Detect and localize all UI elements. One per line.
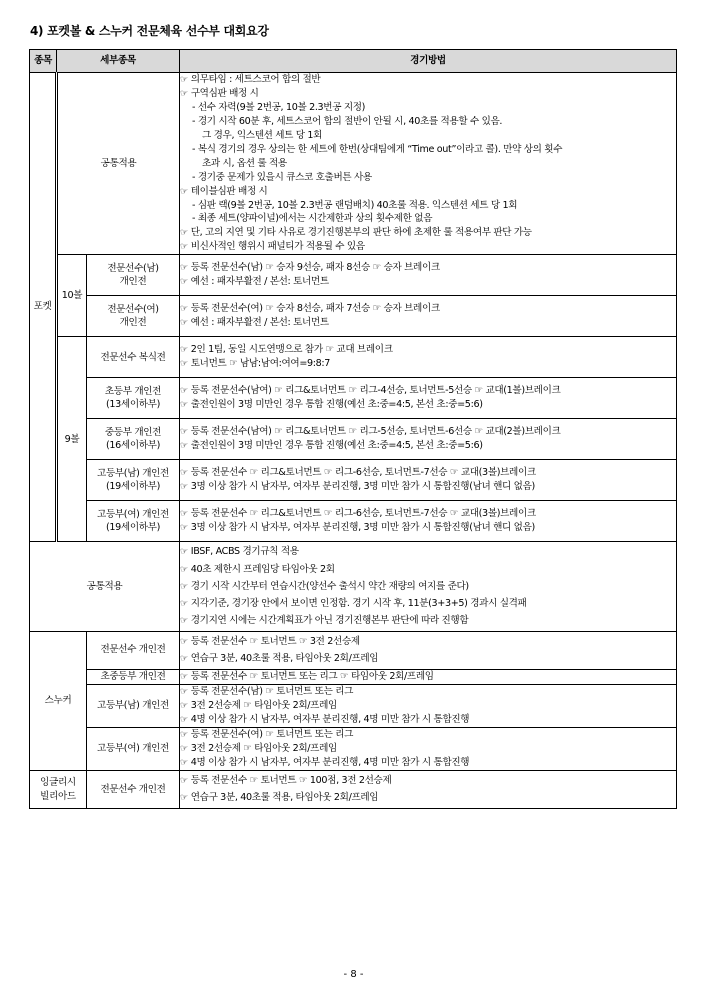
method-text: 그 경우, 익스텐션 세트 당 1회 bbox=[202, 129, 323, 141]
method-text: - 심판 랙(9볼 2번공, 10볼 2.3번공 랜덤배치) 40초룰 적용. 익스텐션 세트 당 1회 bbox=[192, 199, 518, 211]
table-row bbox=[30, 684, 677, 727]
sub-event-label: 고등부(남) 개인전 bbox=[97, 467, 169, 479]
method-text: 등록 전문선수 ☞ 토너먼트 ☞ 100점, 3전 2선승제 bbox=[190, 775, 392, 787]
pointing-hand-icon: ☞ bbox=[180, 427, 188, 438]
event-label: 잉글리시 bbox=[40, 776, 76, 788]
sub-event-cell bbox=[87, 337, 180, 378]
method-line bbox=[180, 87, 676, 101]
pointing-hand-icon: ☞ bbox=[180, 714, 188, 725]
method-text: 등록 전문선수(남여) ☞ 리그&토너먼트 ☞ 리그-5선승, 토너먼트-6선승 ☞ 교대(2볼)브레이크 bbox=[190, 426, 561, 438]
method-text: 예선 : 패자부활전 / 본선: 토너먼트 bbox=[190, 317, 329, 329]
method-cell bbox=[180, 419, 677, 460]
sub-event-label: (16세이하부) bbox=[106, 440, 160, 452]
sub-event-cell bbox=[87, 419, 180, 460]
header-sub-event: 세부종목 bbox=[57, 50, 180, 73]
method-cell bbox=[180, 542, 677, 631]
method-text: 2인 1팀, 동일 시도연맹으로 참가 ☞ 교대 브레이크 bbox=[190, 344, 393, 356]
table-row bbox=[30, 73, 677, 255]
method-line bbox=[180, 115, 676, 129]
sub-event-cell bbox=[87, 631, 180, 669]
method-text: 토너먼트 ☞ 남남:남여:여여=9:8:7 bbox=[190, 358, 331, 370]
method-text: 등록 전문선수(여) ☞ 토너먼트 또는 리그 bbox=[190, 729, 354, 740]
method-text: 3명 이상 참가 시 남자부, 여자부 분리진행, 3명 미만 참가 시 통합진행(남녀 핸디 없음) bbox=[190, 522, 535, 534]
group-9-ball: 9볼 bbox=[57, 337, 87, 542]
pointing-hand-icon: ☞ bbox=[180, 482, 188, 493]
section-title: 4) 포켓볼 & 스누커 전문체육 선수부 대회요강 bbox=[30, 24, 269, 38]
method-line bbox=[180, 614, 676, 628]
method-text: 경기지연 시에는 시간계획표가 아닌 경기진행본부 판단에 따라 진행함 bbox=[190, 614, 469, 626]
sub-event-cell bbox=[87, 378, 180, 419]
method-text: 출전인원이 3명 미만인 경우 통합 진행(예선 초:중=4:5, 본선 초:중=5:6) bbox=[190, 440, 483, 452]
method-line bbox=[180, 275, 676, 289]
sub-event-label: 고등부(여) 개인전 bbox=[97, 508, 169, 520]
method-line bbox=[180, 699, 676, 713]
sub-event-cell bbox=[87, 296, 180, 337]
sub-event-label: 고등부(여) 개인전 bbox=[97, 743, 169, 755]
table-row bbox=[30, 255, 677, 296]
pointing-hand-icon: ☞ bbox=[180, 776, 188, 787]
pointing-hand-icon: ☞ bbox=[180, 242, 188, 253]
sub-event-cell: 공통적용 bbox=[57, 73, 180, 255]
pointing-hand-icon: ☞ bbox=[180, 277, 188, 288]
header-event: 종목 bbox=[30, 50, 57, 73]
pointing-hand-icon: ☞ bbox=[180, 509, 188, 520]
method-cell bbox=[180, 771, 677, 809]
method-line bbox=[180, 563, 676, 577]
event-english-billiards bbox=[30, 771, 87, 809]
table-row bbox=[30, 669, 677, 684]
table-row bbox=[30, 728, 677, 771]
method-text: 경기 시작 시간부터 연습시간(양선수 출석시 약간 재량의 여지를 준다) bbox=[190, 580, 469, 592]
table-row bbox=[30, 378, 677, 419]
method-text: 등록 전문선수 ☞ 토너먼트 또는 리그 ☞ 타임아웃 2회/프레임 bbox=[190, 670, 434, 682]
table-row bbox=[30, 771, 677, 809]
event-snooker: 스누커 bbox=[30, 631, 87, 770]
method-line bbox=[180, 774, 676, 788]
method-text: 예선 : 패자부활전 / 본선: 토너먼트 bbox=[190, 276, 329, 288]
method-line bbox=[180, 652, 676, 666]
sub-event-cell bbox=[87, 684, 180, 727]
method-text: 구역심판 배정 시 bbox=[190, 88, 259, 100]
header-method: 경기방법 bbox=[180, 50, 677, 73]
pointing-hand-icon: ☞ bbox=[180, 345, 188, 356]
pointing-hand-icon: ☞ bbox=[180, 318, 188, 329]
method-text: 연습구 3분, 40초룰 적용, 타임아웃 2회/프레임 bbox=[190, 652, 379, 664]
pointing-hand-icon: ☞ bbox=[180, 598, 188, 609]
method-line bbox=[180, 199, 676, 213]
method-text: 3명 이상 참가 시 남자부, 여자부 분리진행, 3명 미만 참가 시 통합진행(남녀 핸디 없음) bbox=[190, 481, 535, 493]
pointing-hand-icon: ☞ bbox=[180, 263, 188, 274]
method-line bbox=[180, 240, 676, 254]
method-text: 등록 전문선수(남) ☞ 승자 9선승, 패자 8선승 ☞ 승자 브레이크 bbox=[190, 262, 440, 274]
sub-event-label: (19세이하부) bbox=[106, 522, 160, 534]
pointing-hand-icon: ☞ bbox=[180, 700, 188, 711]
method-text: 등록 전문선수 ☞ 리그&토너먼트 ☞ 리그-6선승, 토너먼트-7선승 ☞ 교대(3볼)브레이크 bbox=[190, 508, 536, 520]
method-line bbox=[180, 261, 676, 275]
sub-event-label: 중등부 개인전 bbox=[104, 426, 162, 438]
method-text: - 경기 시작 60분 후, 세트스코어 합의 절반이 안될 시, 40초를 적용할 수 있음. bbox=[192, 116, 503, 127]
method-line bbox=[180, 316, 676, 330]
method-cell bbox=[180, 378, 677, 419]
pointing-hand-icon: ☞ bbox=[180, 547, 188, 558]
method-cell bbox=[180, 669, 677, 684]
sub-event-label: 초등부 개인전 bbox=[104, 385, 162, 397]
pointing-hand-icon: ☞ bbox=[180, 744, 188, 755]
method-line bbox=[180, 521, 676, 535]
pointing-hand-icon: ☞ bbox=[180, 228, 188, 239]
competition-rules-table bbox=[29, 49, 677, 809]
sub-event-label: 개인전 bbox=[119, 276, 147, 288]
method-line bbox=[180, 480, 676, 494]
method-line bbox=[180, 357, 676, 371]
method-line bbox=[180, 635, 676, 649]
pointing-hand-icon: ☞ bbox=[180, 581, 188, 592]
method-text: 4명 이상 참가 시 남자부, 여자부 분리진행, 4명 미만 참가 시 통합진행 bbox=[190, 757, 470, 769]
method-line bbox=[180, 171, 676, 185]
sub-event-label: (19세이하부) bbox=[106, 481, 160, 493]
pointing-hand-icon: ☞ bbox=[180, 730, 188, 740]
pointing-hand-icon: ☞ bbox=[180, 653, 188, 664]
table-row bbox=[30, 296, 677, 337]
pointing-hand-icon: ☞ bbox=[180, 686, 188, 697]
sub-event-label: (13세이하부) bbox=[106, 399, 160, 411]
method-line bbox=[180, 580, 676, 594]
method-text: 4명 이상 참가 시 남자부, 여자부 분리진행, 4명 미만 참가 시 통합진행 bbox=[190, 713, 470, 725]
table-header-row bbox=[30, 50, 677, 73]
pointing-hand-icon: ☞ bbox=[180, 671, 188, 682]
sub-event-label: 전문선수 개인전 bbox=[100, 783, 166, 795]
method-text: - 최종 세트(양파이널)에서는 시간제한과 상의 횟수제한 없음 bbox=[192, 213, 433, 225]
method-line bbox=[180, 791, 676, 805]
sub-event-label: 고등부(남) 개인전 bbox=[97, 699, 169, 711]
method-text: IBSF, ACBS 경기규칙 적용 bbox=[190, 546, 299, 558]
method-line bbox=[180, 545, 676, 559]
method-line bbox=[180, 398, 676, 412]
method-cell bbox=[180, 255, 677, 296]
table-row bbox=[30, 501, 677, 542]
method-line bbox=[180, 756, 676, 770]
sub-event-label: 전문선수 복식전 bbox=[100, 351, 166, 363]
table-row bbox=[30, 337, 677, 378]
pointing-hand-icon: ☞ bbox=[180, 523, 188, 534]
table-row bbox=[30, 460, 677, 501]
sub-event-label: 전문선수(남) bbox=[107, 262, 159, 274]
method-line bbox=[180, 685, 676, 699]
method-text: 테이블심판 배정 시 bbox=[190, 185, 268, 197]
page-number: - 8 - bbox=[343, 969, 364, 980]
method-cell bbox=[180, 684, 677, 727]
method-text: 40초 제한시 프레임당 타임아웃 2회 bbox=[190, 563, 335, 575]
sub-event-cell: 공통적용 bbox=[30, 542, 180, 631]
event-pocket: 포켓 bbox=[30, 73, 57, 542]
sub-event-cell bbox=[87, 501, 180, 542]
method-text: 등록 전문선수 ☞ 토너먼트 ☞ 3전 2선승제 bbox=[190, 635, 360, 647]
method-text: 연습구 3분, 40초룰 적용, 타임아웃 2회/프레임 bbox=[190, 792, 379, 804]
method-text: 비신사적인 행위시 패널티가 적용될 수 있음 bbox=[190, 241, 365, 253]
pointing-hand-icon: ☞ bbox=[180, 304, 188, 315]
table-row bbox=[30, 419, 677, 460]
sub-event-label: 전문선수 개인전 bbox=[100, 644, 166, 656]
method-line bbox=[180, 507, 676, 521]
method-text: 등록 전문선수(남) ☞ 토너먼트 또는 리그 bbox=[190, 685, 354, 697]
sub-event-cell bbox=[87, 771, 180, 809]
method-line bbox=[180, 143, 676, 157]
sub-event-cell bbox=[87, 255, 180, 296]
method-text: - 경기중 문제가 있을시 큐스코 호출버튼 사용 bbox=[192, 171, 372, 183]
pointing-hand-icon: ☞ bbox=[180, 468, 188, 479]
method-line bbox=[180, 101, 676, 115]
method-text: - 선수 자력(9볼 2번공, 10볼 2.3번공 지정) bbox=[192, 102, 366, 114]
pointing-hand-icon: ☞ bbox=[180, 793, 188, 804]
pointing-hand-icon: ☞ bbox=[180, 400, 188, 411]
group-10-ball: 10볼 bbox=[57, 255, 87, 337]
pointing-hand-icon: ☞ bbox=[180, 75, 188, 85]
method-line bbox=[180, 742, 676, 756]
method-text: 3전 2선승제 ☞ 타임아웃 2회/프레임 bbox=[190, 699, 337, 711]
method-cell bbox=[180, 460, 677, 501]
pointing-hand-icon: ☞ bbox=[180, 564, 188, 575]
method-line bbox=[180, 728, 676, 742]
method-text: 출전인원이 3명 미만인 경우 통합 진행(예선 초:중=4:5, 본선 초:중=5:6) bbox=[190, 399, 483, 411]
method-text: 의무타임 : 세트스코어 합의 절반 bbox=[190, 74, 321, 85]
pointing-hand-icon: ☞ bbox=[180, 89, 188, 100]
method-cell bbox=[180, 337, 677, 378]
table-row bbox=[30, 631, 677, 669]
method-line bbox=[180, 212, 676, 226]
pointing-hand-icon: ☞ bbox=[180, 441, 188, 452]
pointing-hand-icon: ☞ bbox=[180, 615, 188, 626]
method-line bbox=[180, 713, 676, 727]
sub-event-label: 전문선수(여) bbox=[107, 303, 159, 315]
sub-event-cell bbox=[87, 669, 180, 684]
method-line bbox=[180, 439, 676, 453]
event-label: 빌리아드 bbox=[40, 790, 76, 802]
method-text: 등록 전문선수(남여) ☞ 리그&토너먼트 ☞ 리그-4선승, 토너먼트-5선승 ☞ 교대(1볼)브레이크 bbox=[190, 385, 561, 397]
pointing-hand-icon: ☞ bbox=[180, 359, 188, 370]
pointing-hand-icon: ☞ bbox=[180, 758, 188, 769]
method-line bbox=[180, 343, 676, 357]
method-line bbox=[180, 73, 676, 87]
method-text: - 복식 경기의 경우 상의는 한 세트에 한번(상대팀에게 “Time out”이라고 콜). 만약 상의 횟수 bbox=[192, 143, 563, 155]
method-cell bbox=[180, 501, 677, 542]
sub-event-cell bbox=[87, 728, 180, 771]
method-text: 단, 고의 지연 및 기타 사유로 경기진행본부의 판단 하에 초제한 룰 적용여부 판단 가능 bbox=[190, 227, 532, 239]
method-line bbox=[180, 597, 676, 611]
sub-event-cell bbox=[87, 460, 180, 501]
pointing-hand-icon: ☞ bbox=[180, 186, 188, 197]
method-line bbox=[180, 157, 676, 171]
pointing-hand-icon: ☞ bbox=[180, 636, 188, 647]
method-line bbox=[180, 302, 676, 316]
method-text: 등록 전문선수(여) ☞ 승자 8선승, 패자 7선승 ☞ 승자 브레이크 bbox=[190, 303, 440, 315]
sub-event-label: 초중등부 개인전 bbox=[100, 670, 166, 682]
method-cell bbox=[180, 728, 677, 771]
method-line bbox=[180, 425, 676, 439]
sub-event-label: 개인전 bbox=[119, 317, 147, 329]
method-text: 3전 2선승제 ☞ 타임아웃 2회/프레임 bbox=[190, 743, 337, 755]
method-text: 초과 시, 옵션 룰 적용 bbox=[202, 157, 287, 169]
method-cell bbox=[180, 73, 677, 255]
table-row bbox=[30, 542, 677, 631]
pointing-hand-icon: ☞ bbox=[180, 386, 188, 397]
method-line bbox=[180, 226, 676, 240]
method-line bbox=[180, 185, 676, 199]
method-line bbox=[180, 129, 676, 143]
method-text: 지각기준, 경기장 안에서 보이면 인정함. 경기 시작 후, 11분(3+3+5) 경과시 실격패 bbox=[190, 597, 527, 609]
method-line bbox=[180, 384, 676, 398]
method-text: 등록 전문선수 ☞ 리그&토너먼트 ☞ 리그-6선승, 토너먼트-7선승 ☞ 교대(3볼)브레이크 bbox=[190, 467, 536, 479]
method-line bbox=[180, 670, 676, 684]
method-cell bbox=[180, 296, 677, 337]
method-line bbox=[180, 466, 676, 480]
method-cell bbox=[180, 631, 677, 669]
